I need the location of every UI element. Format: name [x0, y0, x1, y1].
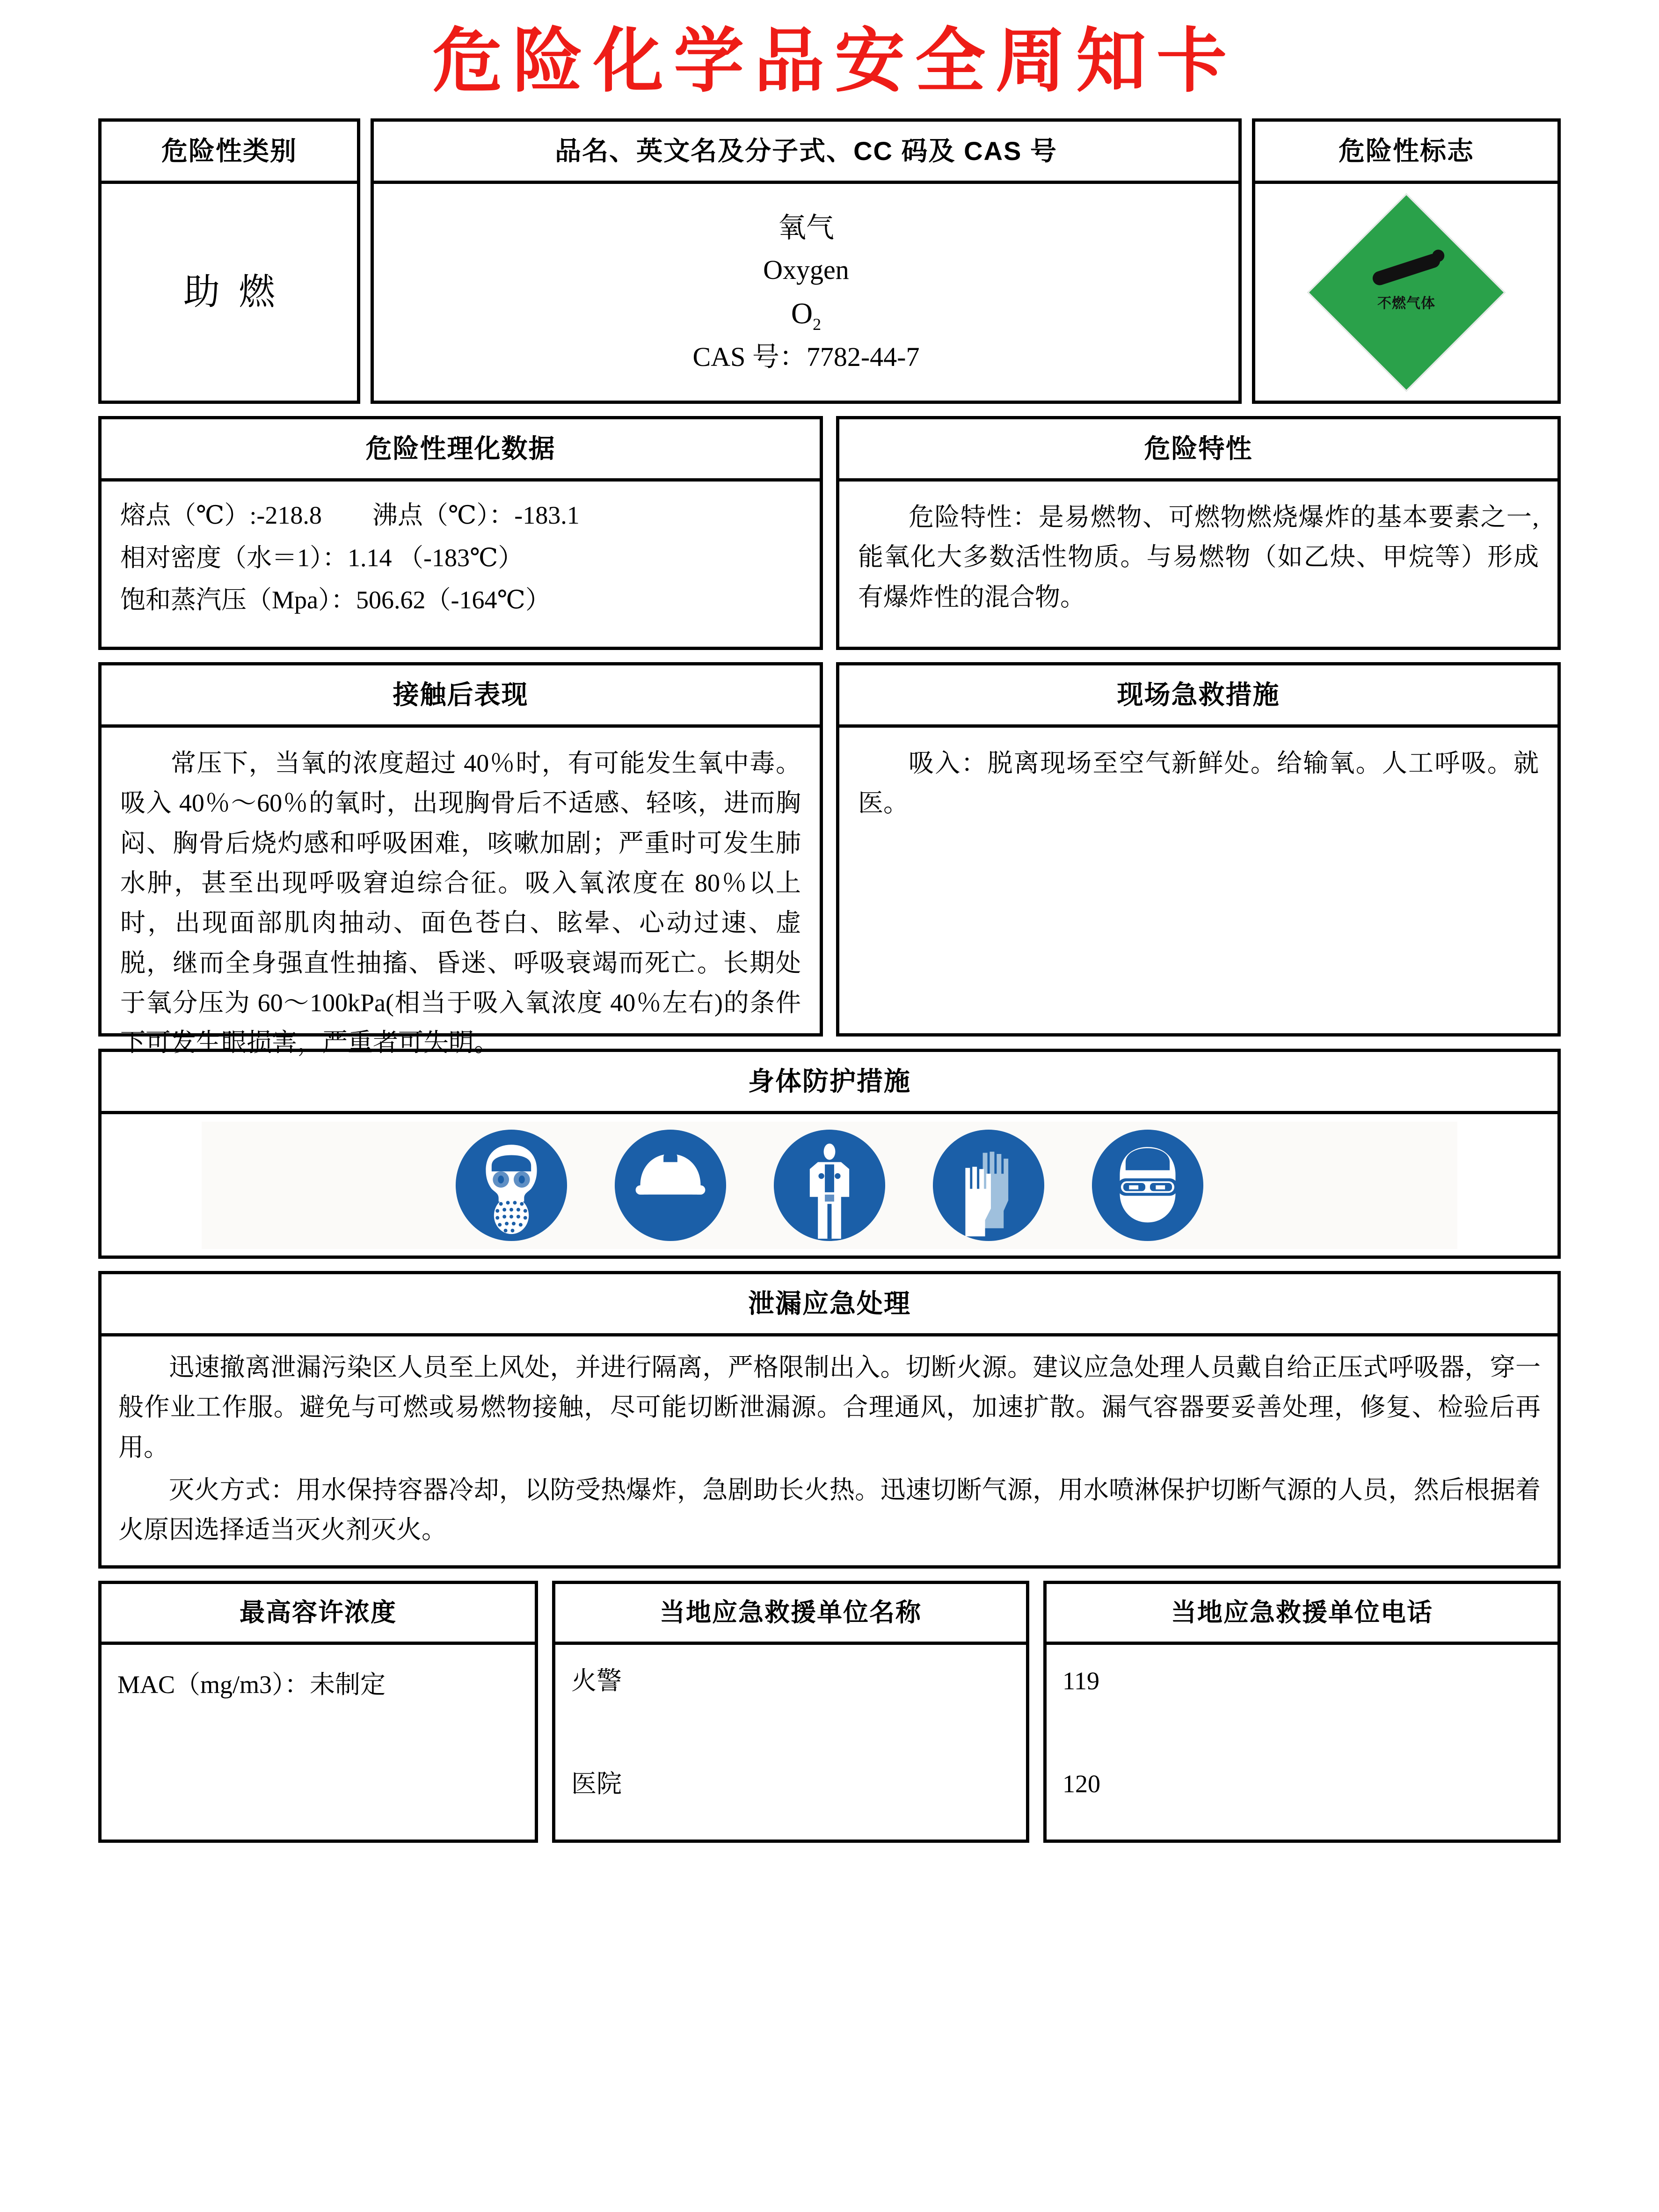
placard-label: 不燃气体	[1377, 296, 1435, 312]
max-allowable-concentration-box	[98, 1581, 538, 1843]
exposure-symptoms-text: 常压下，当氧的浓度超过 40％时，有可能发生氧中毒。吸入 40％～60％的氧时，出现胸骨后不适感、轻咳，进而胸闷、胸骨后烧灼感和呼吸困难，咳嗽加剧；严重时可发生肺水肿，甚至出现呼吸窘迫综合征。吸入氧浓度在 80％以上时，出现面部肌肉抽动、面色苍白、眩晕、心动过速、虚脱，继而全身强直性抽搐、昏迷、呼吸衰竭而死亡。长期处于氧分压为 60～100kPa(相当于吸入氧浓度 40％左右)的条件下可发生眼损害，严重者可失明。	[120, 749, 801, 1057]
safety-helmet-icon	[612, 1127, 728, 1243]
exposure-symptoms-header: 接触后表现	[102, 665, 820, 728]
physical-data-body	[102, 482, 820, 647]
exposure-symptoms-body	[102, 728, 820, 1077]
leak-emergency-body	[102, 1336, 1557, 1565]
rescue-unit-name-body	[555, 1645, 1026, 1840]
respirator-icon	[453, 1127, 569, 1243]
hazard-category-header: 危险性类别	[102, 122, 357, 184]
max-allowable-concentration-value: MAC（mg/m3）：未制定	[117, 1671, 386, 1699]
physical-data-header: 危险性理化数据	[102, 419, 820, 482]
body-protection-body	[102, 1114, 1557, 1256]
max-allowable-concentration-body	[102, 1645, 535, 1840]
chemical-formula	[693, 291, 920, 336]
hazard-symbol-box	[1252, 118, 1561, 404]
first-aid-header: 现场急救措施	[839, 665, 1557, 728]
hazard-characteristics-box	[836, 416, 1561, 650]
diamond-contents	[1336, 222, 1477, 363]
chemical-identity-header: 品名、英文名及分子式、CC 码及 CAS 号	[374, 122, 1238, 184]
exposure-symptoms-box	[98, 662, 823, 1057]
header-row	[98, 118, 1561, 404]
rescue-unit-phone-value: 119	[1062, 1667, 1099, 1695]
symptoms-and-firstaid-row	[98, 662, 1561, 1057]
hazard-category-box	[98, 118, 360, 404]
chemical-identity-lines	[693, 207, 920, 378]
rescue-unit-name-box	[552, 1581, 1029, 1843]
chemical-identity-box	[371, 118, 1242, 404]
rescue-unit-name-value: 医院	[571, 1770, 622, 1798]
cas-number: CAS 号：7782-44-7	[692, 341, 920, 372]
first-aid-box	[836, 662, 1561, 1037]
rescue-unit-phone-header: 当地应急救援单位电话	[1047, 1584, 1557, 1645]
safety-goggles-icon	[1090, 1127, 1206, 1243]
body-protection-header: 身体防护措施	[102, 1052, 1557, 1114]
first-aid-body	[839, 728, 1557, 1033]
max-allowable-concentration-header: 最高容许浓度	[102, 1584, 535, 1645]
data-and-characteristics-row	[98, 416, 1561, 650]
hazard-characteristics-text: 危险特性：是易燃物、可燃物燃烧爆炸的基本要素之一, 能氧化大多数活性物质。与易燃物（如乙炔、甲烷等）形成有爆炸性的混合物。	[858, 503, 1539, 611]
body-protection-box	[98, 1049, 1561, 1259]
rescue-unit-phone-body	[1047, 1645, 1557, 1840]
hazard-category-value: 助燃	[183, 271, 294, 313]
protective-clothing-icon	[771, 1127, 888, 1243]
physical-data-box	[98, 416, 823, 650]
hazard-characteristics-header: 危险特性	[839, 419, 1557, 482]
non-flammable-gas-placard-icon	[1336, 222, 1477, 363]
physical-data-line: 相对密度（水＝1）：1.14 （-183℃）	[120, 543, 524, 572]
hazard-symbol-body	[1255, 184, 1557, 401]
leak-emergency-paragraph: 迅速撤离泄漏污染区人员至上风处，并进行隔离，严格限制出入。切断火源。建议应急处理人员戴自给正压式呼吸器，穿一般作业工作服。避免与可燃或易燃物接触，尽可能切断泄漏源。合理通风，加速扩散。漏气容器要妥善处理，修复、检验后再用。	[118, 1353, 1541, 1461]
hazard-category-body	[102, 184, 357, 401]
page-title: 危险化学品安全周知卡	[432, 22, 1237, 100]
chemical-name-en: Oxygen	[763, 255, 849, 285]
leak-emergency-paragraph: 灭火方式：用水保持容器冷却，以防受热爆炸，急剧助长火热。迅速切断气源，用水喷淋保护切断气源的人员，然后根据着火原因选择适当灭火剂灭火。	[118, 1475, 1541, 1544]
physical-data-line: 熔点（℃）:-218.8 沸点（℃）：-183.1	[120, 501, 580, 529]
physical-data-line: 饱和蒸汽压（Mpa）：506.62（-164℃）	[120, 586, 551, 614]
rescue-unit-phone-value: 120	[1062, 1770, 1100, 1798]
gas-cylinder-icon	[1371, 252, 1442, 287]
formula-subscript: 2	[813, 315, 822, 334]
leak-emergency-header: 泄漏应急处理	[102, 1274, 1557, 1336]
ppe-icon-strip	[202, 1122, 1457, 1249]
chemical-name-cn: 氧气	[778, 212, 834, 244]
safety-gloves-icon	[931, 1127, 1047, 1243]
chemical-identity-body	[374, 184, 1238, 401]
hazard-characteristics-body	[839, 482, 1557, 647]
rescue-unit-phone-box	[1043, 1581, 1561, 1843]
formula-main: O	[791, 297, 813, 330]
emergency-contacts-row	[98, 1581, 1561, 1843]
rescue-unit-name-header: 当地应急救援单位名称	[555, 1584, 1026, 1645]
hazard-symbol-header: 危险性标志	[1255, 122, 1557, 184]
rescue-unit-name-value: 火警	[571, 1667, 622, 1695]
leak-emergency-box	[98, 1271, 1561, 1569]
first-aid-text: 吸入：脱离现场至空气新鲜处。给输氧。人工呼吸。就医。	[858, 749, 1539, 818]
